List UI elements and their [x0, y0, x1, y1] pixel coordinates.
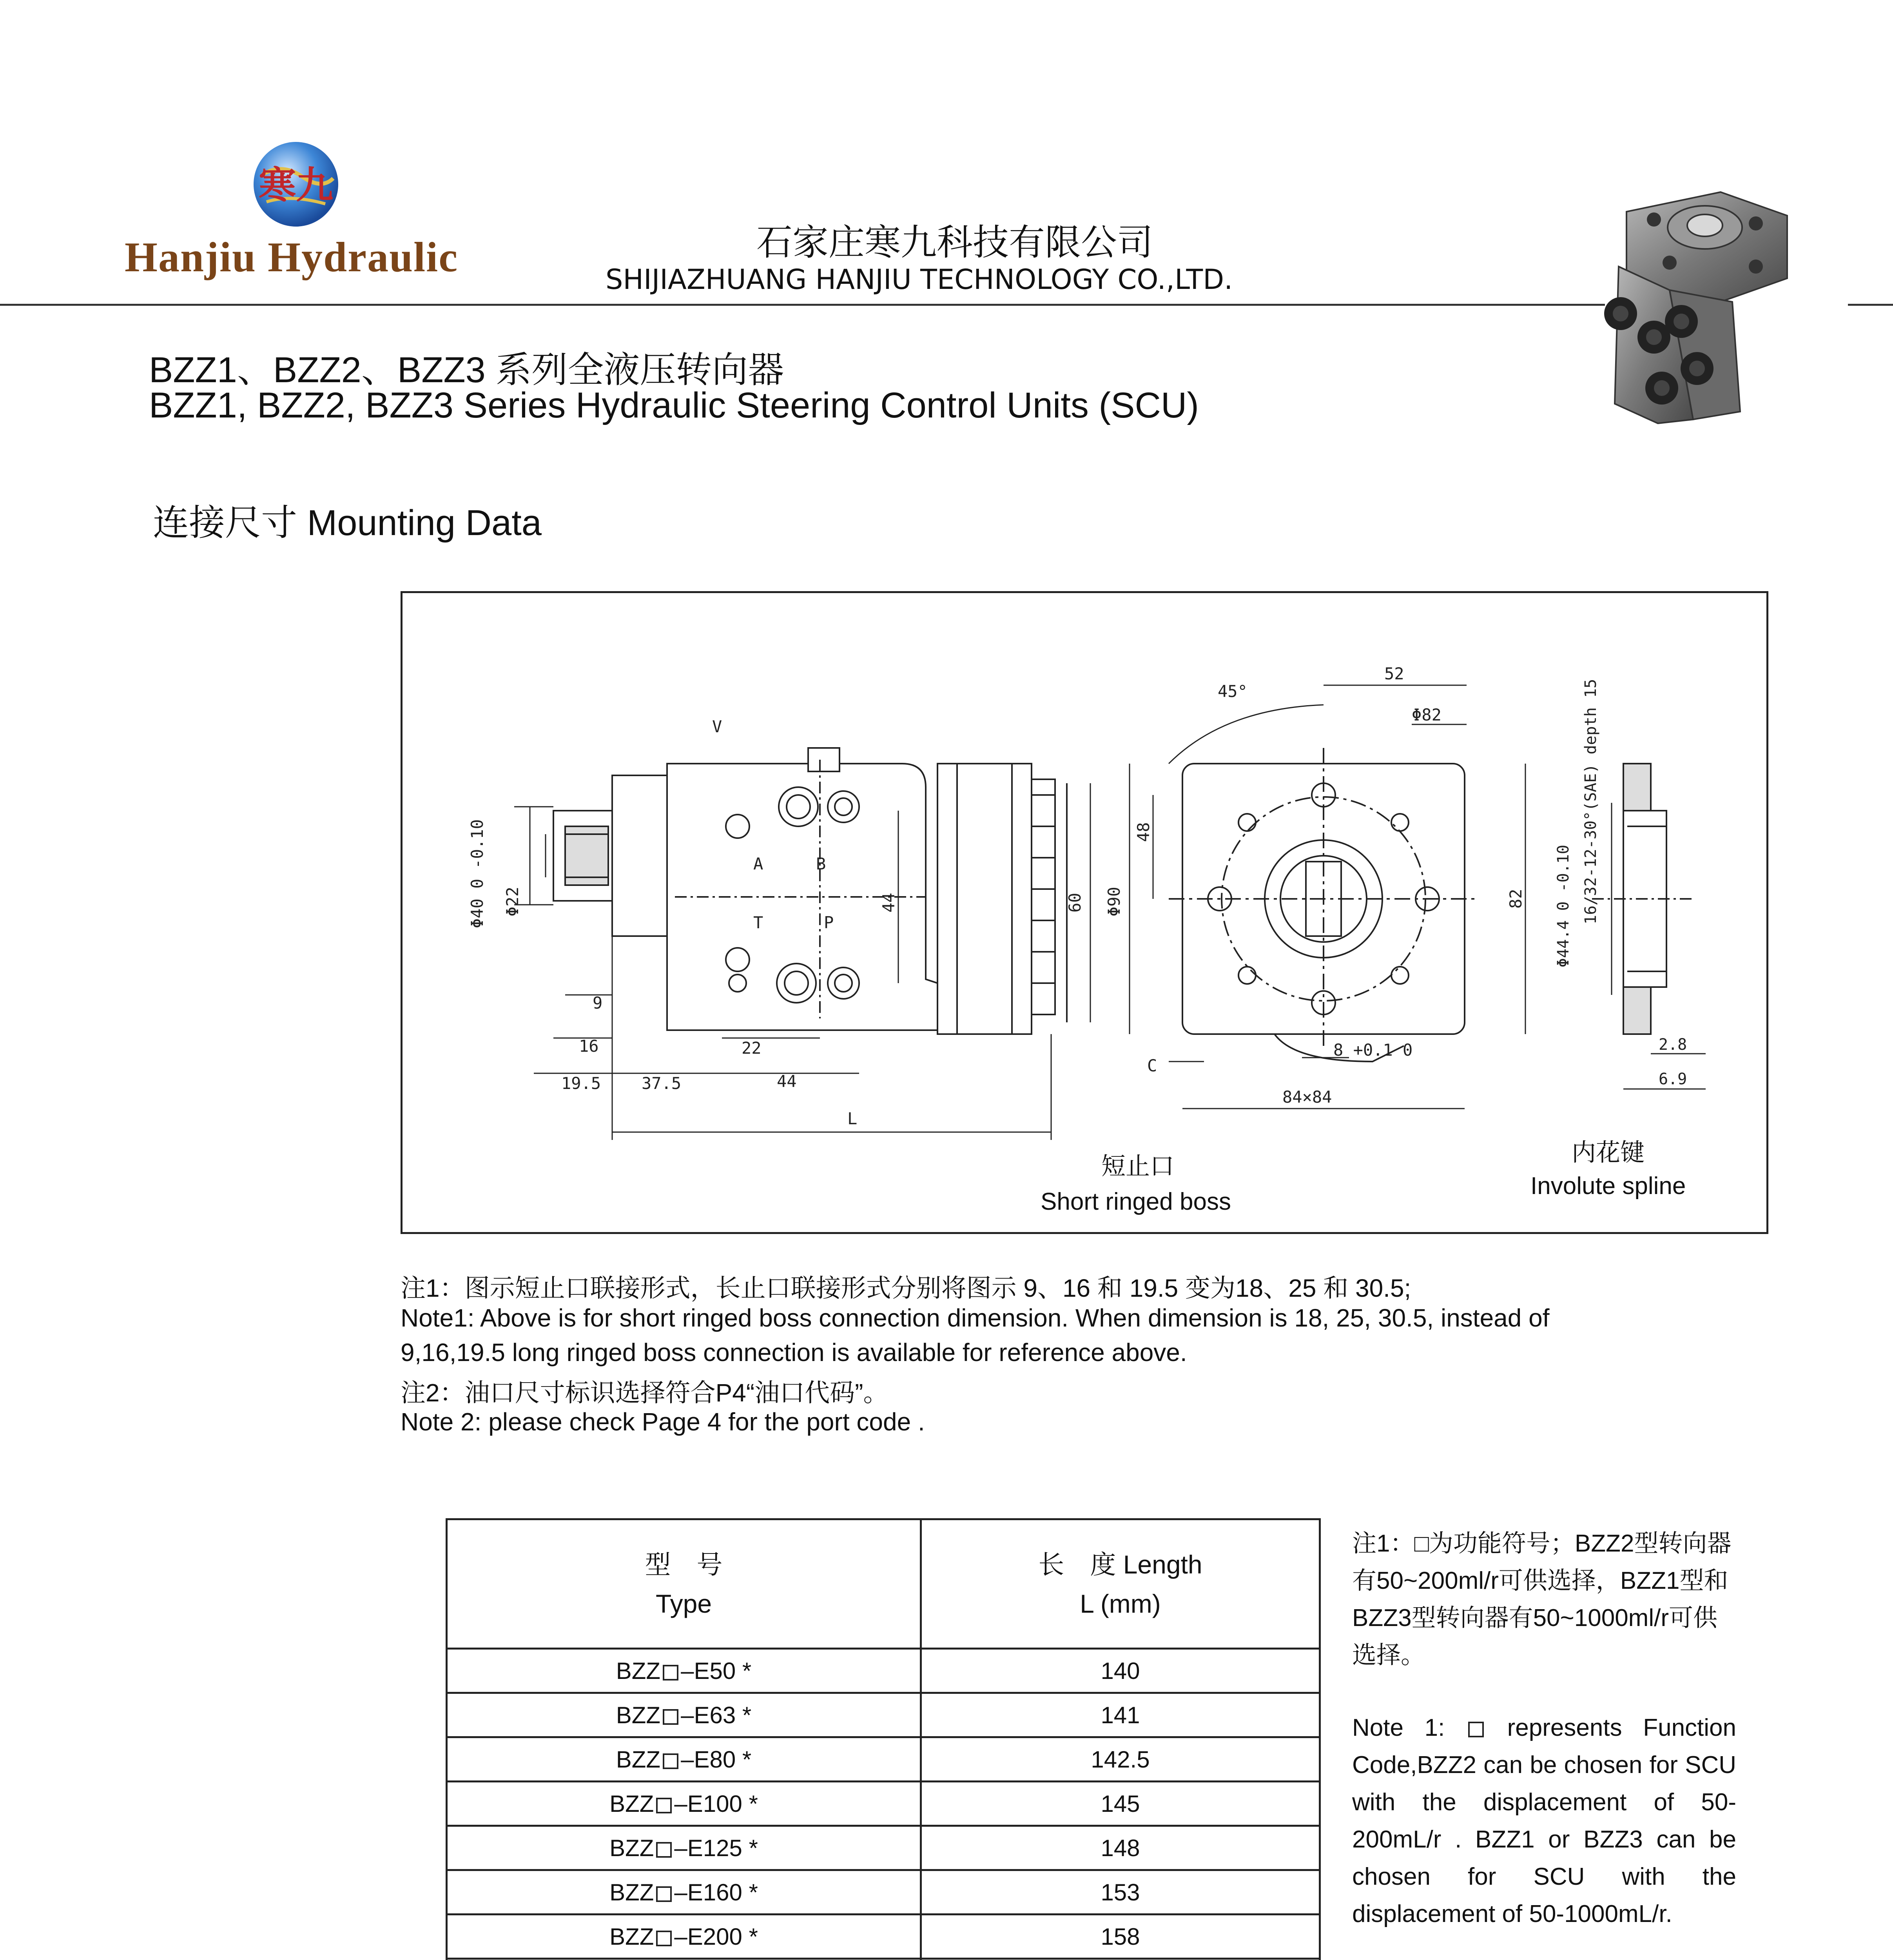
note-1-cn: 注1：图示短止口联接形式，长止口联接形式分别将图示 9、16 和 19.5 变为18、25 和 30.5; — [401, 1274, 1411, 1302]
dim-60: 60 — [1065, 893, 1084, 913]
type-code: –E50 * — [681, 1657, 752, 1684]
cell-length: 148 — [921, 1826, 1320, 1870]
table-row — [447, 1782, 1320, 1826]
dim-d40: Φ40 0 -0.10 — [468, 819, 487, 928]
header-length-cn: 长 度 Length — [1038, 1550, 1202, 1579]
dim-48: 48 — [1134, 822, 1153, 842]
note-1-en-line2: 9,16,19.5 long ringed boss connection is available for reference above. — [401, 1338, 1187, 1367]
side-note — [1352, 1525, 1736, 1933]
dim-82: 82 — [1506, 889, 1525, 909]
dim-37-5: 37.5 — [642, 1074, 682, 1093]
table-row — [447, 1826, 1320, 1870]
cell-type — [447, 1870, 921, 1915]
cell-type — [447, 1959, 921, 1960]
cell-length: 140 — [921, 1649, 1320, 1693]
type-code: –E200 * — [674, 1923, 758, 1950]
cell-type — [447, 1915, 921, 1959]
table-row — [447, 1693, 1320, 1737]
company-name-cn: 石家庄寒九科技有限公司 — [756, 221, 1153, 263]
page-title-en: BZZ1, BZZ2, BZZ3 Series Hydraulic Steering Control Units (SCU) — [149, 385, 1199, 425]
dim-d82: Φ82 — [1412, 705, 1442, 724]
function-code-box-icon — [656, 1886, 672, 1902]
header-type-cn: 型 号 — [645, 1550, 723, 1579]
type-code: –E125 * — [674, 1835, 758, 1861]
label-v: V — [712, 717, 722, 736]
spline-spec: 16/32-12-30°(SAE) depth 15 — [1582, 679, 1600, 924]
globe-logo-icon — [251, 139, 341, 229]
side-note-en — [1352, 1709, 1736, 1933]
dim-d22: Φ22 — [503, 887, 522, 916]
cell-length: 158 — [921, 1915, 1320, 1959]
company-name-en: SHIJIAZHUANG HANJIU TECHNOLOGY CO.,LTD. — [606, 263, 1233, 296]
header-divider — [0, 304, 1605, 306]
dim-8: 8 +0.1 0 — [1333, 1040, 1413, 1060]
note-1-en-line1: Note1: Above is for short ringed boss connection dimension. When dimension is 18, 25, 30.5, instead of — [401, 1304, 1550, 1332]
type-code: –E63 * — [681, 1702, 752, 1728]
caption-spline-en: Involute spline — [1530, 1172, 1686, 1200]
function-code-box-icon — [656, 1842, 672, 1858]
table-row — [447, 1870, 1320, 1915]
cell-type — [447, 1693, 921, 1737]
type-code: –E100 * — [674, 1790, 758, 1817]
dim-2-8: 2.8 — [1659, 1036, 1687, 1054]
cell-type — [447, 1649, 921, 1693]
dim-44-v: 44 — [879, 893, 898, 913]
note-2-en: Note 2: please check Page 4 for the port code . — [401, 1408, 925, 1436]
table-header-row — [447, 1519, 1320, 1649]
function-code-box-icon — [656, 1798, 672, 1813]
header-type-en: Type — [655, 1589, 712, 1618]
table-row — [447, 1737, 1320, 1782]
cell-type — [447, 1782, 921, 1826]
dim-22: 22 — [742, 1038, 762, 1058]
type-prefix: BZZ — [616, 1746, 661, 1773]
type-prefix: BZZ — [609, 1790, 654, 1817]
cell-type — [447, 1737, 921, 1782]
side-note-en-prefix: Note 1: — [1352, 1714, 1445, 1741]
cell-length: 153 — [921, 1870, 1320, 1915]
type-code: –E80 * — [681, 1746, 752, 1773]
spline-section — [1592, 764, 1694, 1034]
cell-length: 142.5 — [921, 1737, 1320, 1782]
dim-l: L — [847, 1109, 858, 1128]
caption-spline-cn: 内花键 — [1572, 1138, 1645, 1167]
type-prefix: BZZ — [616, 1657, 661, 1684]
function-code-box-icon — [656, 1931, 672, 1946]
cell-length: 141 — [921, 1693, 1320, 1737]
type-prefix: BZZ — [609, 1835, 654, 1861]
dim-52: 52 — [1384, 664, 1404, 683]
side-view — [553, 748, 1067, 1034]
caption-short-boss-en: Short ringed boss — [1041, 1188, 1231, 1215]
caption-short-boss-cn: 短止口 — [1101, 1152, 1175, 1180]
dim-19-5: 19.5 — [561, 1074, 601, 1093]
side-note-en-text: represents Function Code,BZZ2 can be chosen for SCU with the displacement of 50-200mL/r . BZZ1 or BZZ3 can be chosen for SCU with the displacement of 50-1000mL/r. — [1352, 1714, 1737, 1927]
cell-length — [921, 1959, 1320, 1960]
side-note-cn: 注1：□为功能符号；BZZ2型转向器有50~200ml/r可供选择，BZZ1型和BZZ3型转向器有50~1000ml/r可供选择。 — [1352, 1530, 1732, 1669]
label-a: A — [753, 854, 763, 873]
dim-84x84: 84×84 — [1282, 1087, 1332, 1107]
function-code-box-icon — [663, 1709, 678, 1725]
type-prefix: BZZ — [609, 1879, 654, 1906]
type-prefix: BZZ — [616, 1702, 661, 1728]
dim-6-9: 6.9 — [1659, 1070, 1687, 1088]
label-t: T — [753, 913, 763, 932]
dim-d90: Φ90 — [1104, 887, 1124, 916]
label-b: B — [816, 854, 826, 873]
header-divider-right — [1848, 304, 1893, 306]
brand-name: Hanjiu Hydraulic — [125, 234, 459, 281]
table-body — [447, 1649, 1320, 1960]
dim-d44-4: Φ44.4 0 -0.10 — [1554, 844, 1572, 967]
page-title-cn: BZZ1、BZZ2、BZZ3 系列全液压转向器 — [149, 350, 784, 390]
steering-unit-photo — [1591, 184, 1791, 429]
dim-45: 45° — [1218, 682, 1247, 701]
length-table — [446, 1518, 1321, 1960]
function-code-box-icon — [663, 1753, 678, 1769]
dim-9: 9 — [593, 993, 603, 1013]
cell-length: 145 — [921, 1782, 1320, 1826]
mounting-drawing — [401, 591, 1768, 1234]
dim-44-h: 44 — [777, 1072, 797, 1091]
cell-type — [447, 1826, 921, 1870]
dim-16: 16 — [579, 1036, 599, 1056]
type-code: –E160 * — [674, 1879, 758, 1906]
label-p: P — [824, 913, 834, 932]
label-c: C — [1147, 1056, 1157, 1075]
section-heading: 连接尺寸 Mounting Data — [153, 503, 542, 543]
header-type — [447, 1519, 921, 1649]
table-row — [447, 1649, 1320, 1693]
type-prefix: BZZ — [609, 1923, 654, 1950]
front-view — [1169, 748, 1478, 1062]
function-code-box-icon — [1468, 1722, 1484, 1737]
header-length-en: L (mm) — [1080, 1589, 1161, 1618]
note-2-cn: 注2：油口尺寸标识选择符合P4“油口代码”。 — [401, 1379, 888, 1407]
table-row — [447, 1959, 1320, 1960]
function-code-box-icon — [663, 1665, 678, 1681]
table-row — [447, 1915, 1320, 1959]
header-length — [921, 1519, 1320, 1649]
logo-text: 寒九 — [258, 164, 334, 207]
